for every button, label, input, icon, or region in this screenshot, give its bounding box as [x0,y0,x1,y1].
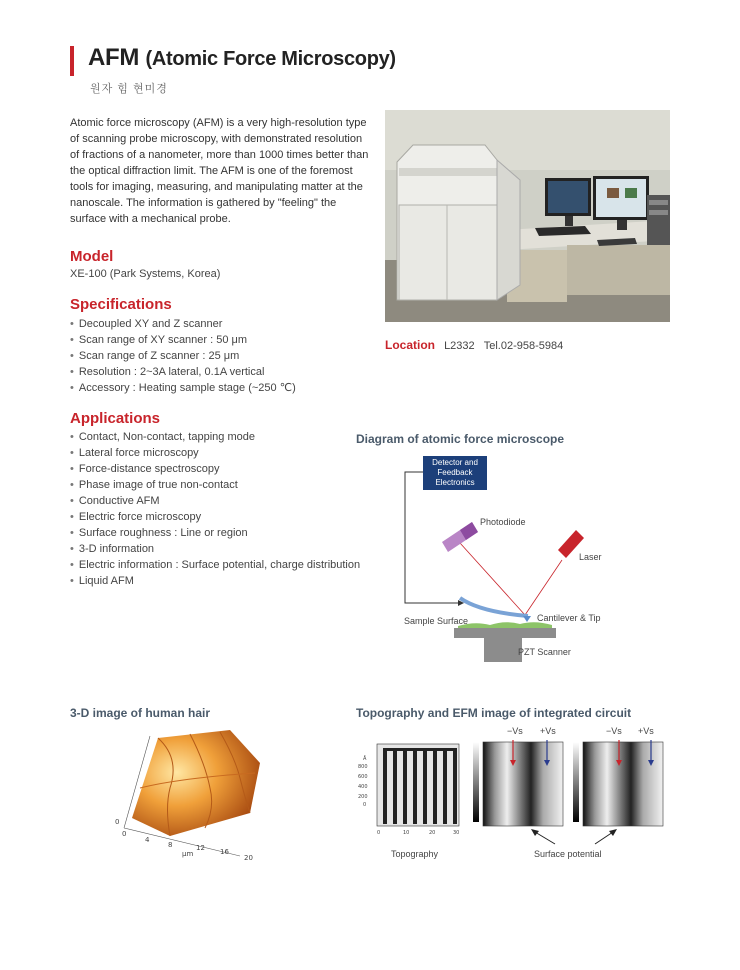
list-item: • Accessory : Heating sample stage (~250 ℃) [70,380,296,396]
list-item: • Force-distance spectroscopy [70,461,360,477]
model-heading: Model [70,248,114,265]
applications-heading: Applications [70,410,161,427]
plus-vs-label-2: +Vs [638,726,654,736]
detector-box: Detector and Feedback Electronics [423,456,487,490]
list-item: • Scan range of XY scanner : 50 μm [70,332,296,348]
list-item: • Electric information : Surface potential, charge distribution [70,557,360,573]
list-item: • Surface roughness : Line or region [70,525,360,541]
applications-list [70,429,360,589]
efm-y-tick: 600 [358,774,368,780]
location-tel: Tel.02-958-5984 [483,340,564,352]
specifications-heading: Specifications [70,296,172,313]
list-item: • Decoupled XY and Z scanner [70,316,296,332]
topography-label: Topography [391,849,439,859]
hair-caption: 3-D image of human hair [70,706,211,720]
title-main: AFM [88,44,140,71]
surface-potential-label: Surface potential [534,849,602,859]
hair-z-tick: 0 [115,818,120,826]
equipment-photo [385,110,670,322]
korean-subtitle: 원자 힘 현미경 [90,83,168,95]
efm-y-unit: Å [363,756,367,762]
list-item: • Scan range of Z scanner : 25 μm [70,348,296,364]
intro-paragraph: Atomic force microscopy (AFM) is a very high-resolution type of scanning probe microscopy, with demonstrated resolution of fractions of a nanometer, more than 1000 times better than the optical diffraction limit. The AFM is one of the foremost tools for imaging, measuring, and manipulating matter at the nanoscale. The information is gathered by "feeling" the surface with a mechanical probe. [70,117,369,225]
plus-vs-label-1: +Vs [540,726,556,736]
hair-3d-image [110,718,280,863]
hair-tick: 16 [220,848,229,856]
efm-y-tick: 200 [358,794,368,800]
laser-label: Laser [579,552,602,562]
hair-tick: 4 [145,836,150,844]
efm-y-tick: 800 [358,764,368,770]
list-item: • Phase image of true non-contact [70,477,360,493]
hair-tick: 20 [244,854,253,862]
pzt-label: PZT Scanner [518,647,571,657]
list-item: • Contact, Non-contact, tapping mode [70,429,360,445]
page-title [88,44,396,72]
list-item: • Electric force microscopy [70,509,360,525]
hair-tick: 12 [196,844,205,852]
afm-diagram [380,450,660,670]
efm-images [355,736,675,846]
efm-x-tick: 20 [429,830,436,836]
location-room: L2332 [444,340,475,352]
cantilever-label: Cantilever & Tip [537,613,601,623]
minus-vs-label-2: −Vs [606,726,622,736]
list-item: • 3-D information [70,541,360,557]
hair-tick: 0 [122,830,127,838]
specifications-list [70,316,296,396]
title-sub: (Atomic Force Microscopy) [145,48,396,70]
sample-surface-label: Sample Surface [404,616,469,626]
hair-tick: 8 [168,841,173,849]
efm-y-tick: 400 [358,784,368,790]
efm-x-tick: 10 [403,830,410,836]
location-info [385,338,563,352]
efm-y-tick: 0 [363,802,367,808]
hair-axis-unit: μm [182,850,194,858]
efm-x-tick: 30 [453,830,460,836]
list-item: • Liquid AFM [70,573,360,589]
list-item: • Resolution : 2~3A lateral, 0.1A vertical [70,364,296,380]
minus-vs-label-1: −Vs [507,726,523,736]
list-item: • Lateral force microscopy [70,445,360,461]
efm-x-tick: 0 [377,830,381,836]
photodiode-label: Photodiode [480,517,526,527]
title-accent-bar [70,46,74,76]
location-label: Location [385,338,435,352]
diagram-caption: Diagram of atomic force microscope [356,432,565,446]
efm-caption: Topography and EFM image of integrated circuit [356,706,632,720]
model-value: XE-100 (Park Systems, Korea) [70,268,221,280]
list-item: • Conductive AFM [70,493,360,509]
